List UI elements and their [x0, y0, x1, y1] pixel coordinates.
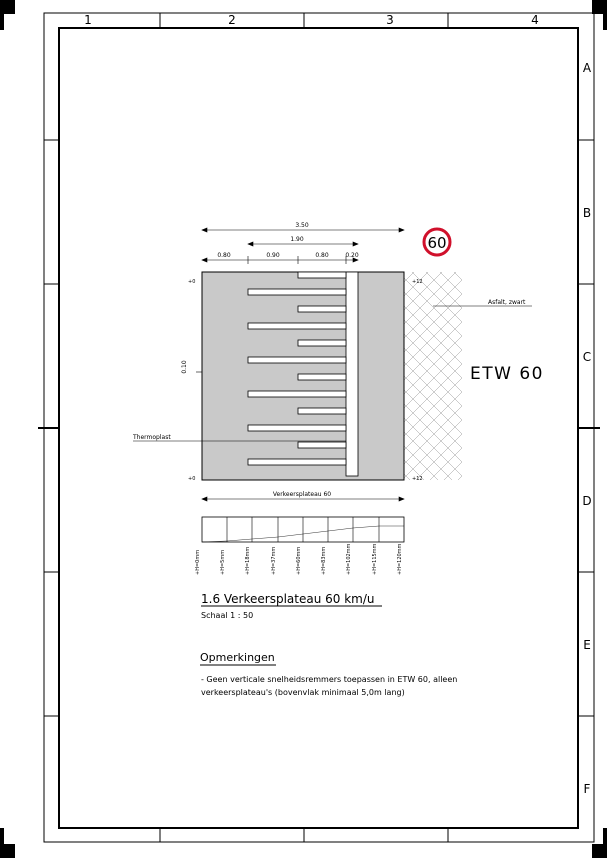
dim-segment-4: 0.20: [345, 252, 359, 259]
depth-dimension: [181, 360, 202, 374]
dim-depth: 0.10: [181, 360, 188, 374]
height-label-0: +H=0mm: [195, 549, 201, 575]
height-label-6: +H=102mm: [346, 543, 352, 575]
row-label-a: A: [582, 61, 592, 75]
level-right-top: +12: [412, 279, 423, 285]
level-left-bottom: +0: [188, 476, 196, 482]
height-label-8: +H=120mm: [397, 543, 403, 575]
height-profile: [202, 517, 404, 542]
asphalt-hatch: [404, 272, 462, 480]
notes-line-1: - Geen verticale snelheidsremmers toepassen in ETW 60, alleen: [201, 675, 458, 684]
height-label-1: +H=5mm: [220, 549, 226, 575]
column-label-3: 3: [386, 13, 394, 27]
label-thermoplast: Thermoplast: [133, 434, 171, 441]
height-profile-labels: [195, 543, 403, 575]
height-label-7: +H=115mm: [372, 543, 378, 575]
row-label-f: F: [583, 782, 591, 796]
dim-total-width: 3.50: [295, 222, 309, 229]
speed-sign-value: 60: [427, 234, 447, 252]
dim-inner-width: 1.90: [290, 236, 304, 243]
column-label-4: 4: [531, 13, 539, 27]
drawing-title: 1.6 Verkeersplateau 60 km/u: [201, 592, 375, 606]
top-dimension-labels: [217, 222, 359, 259]
level-left-top: +0: [188, 279, 196, 285]
notes-heading: Opmerkingen: [200, 651, 275, 664]
drawing-scale: Schaal 1 : 50: [201, 611, 254, 620]
label-zone: ETW 60: [470, 364, 544, 384]
dim-segment-2: 0.90: [266, 252, 280, 259]
dim-segment-3: 0.80: [315, 252, 329, 259]
row-label-e: E: [583, 638, 591, 652]
height-label-5: +H=83mm: [321, 546, 327, 575]
column-label-1: 1: [84, 13, 92, 27]
level-right-bottom: +12: [412, 476, 423, 482]
row-label-b: B: [582, 206, 592, 220]
column-labels: [84, 13, 539, 27]
notes-line-2: verkeersplateau's (bovenvlak minimaal 5,0m lang): [201, 688, 405, 697]
height-label-4: +H=60mm: [296, 546, 302, 575]
row-label-d: D: [582, 494, 592, 508]
height-label-2: +H=18mm: [245, 546, 251, 575]
height-label-3: +H=37mm: [271, 546, 277, 575]
label-plateau: Verkeersplateau 60: [272, 491, 332, 498]
plateau-plan: [202, 272, 462, 480]
dim-segment-1: 0.80: [217, 252, 231, 259]
top-dimensions: [202, 228, 404, 264]
column-label-2: 2: [228, 13, 236, 27]
row-label-c: C: [582, 350, 592, 364]
label-asphalt: Asfalt, zwart: [488, 299, 526, 306]
speed-sign-60: [424, 229, 450, 255]
